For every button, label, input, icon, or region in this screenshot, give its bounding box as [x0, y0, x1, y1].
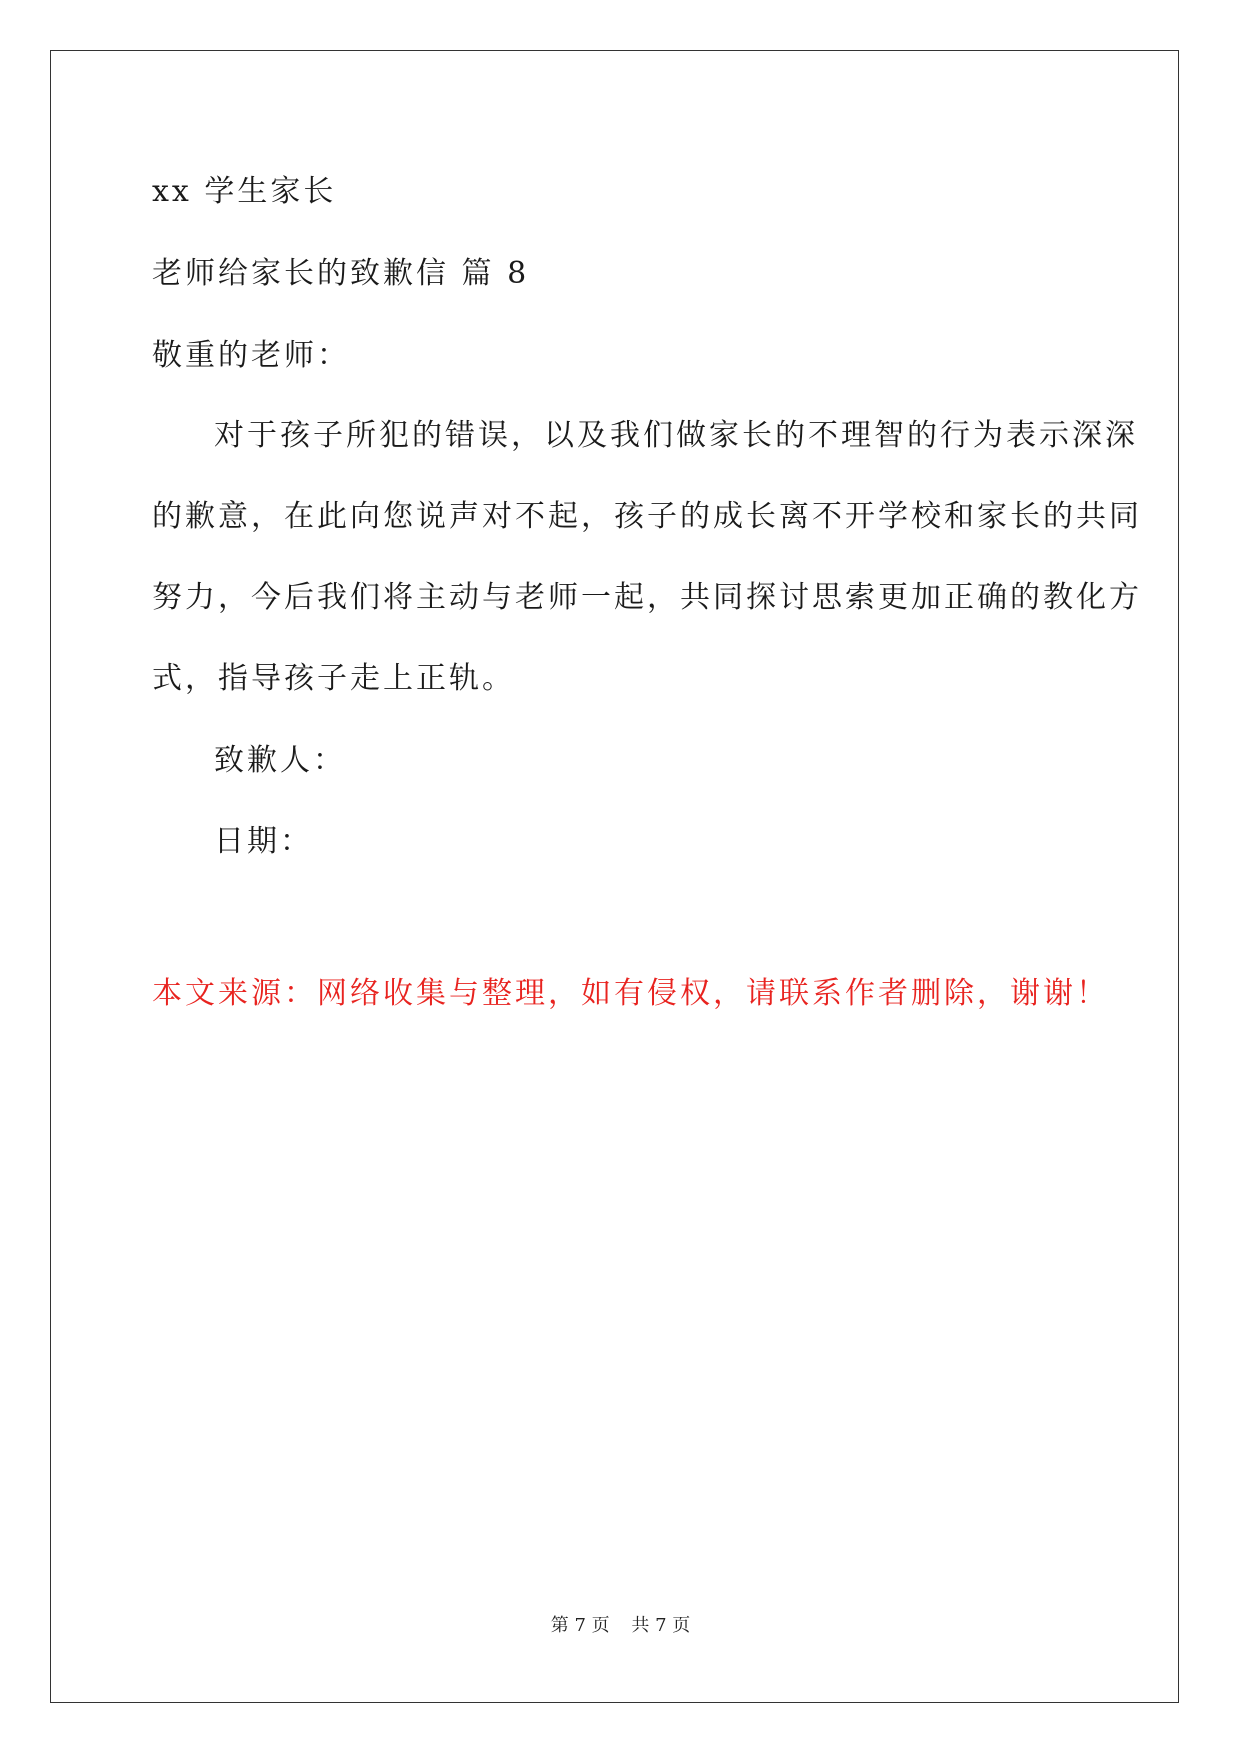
paragraph-line: 对于孩子所犯的错误，以及我们做家长的不理智的行为表示深深 [214, 418, 1138, 453]
paragraph-line: 努力，今后我们将主动与老师一起，共同探讨思索更加正确的教化方 [152, 580, 1142, 615]
page-frame [50, 50, 1179, 1703]
letter-title: 老师给家长的致歉信 篇 8 [152, 256, 530, 291]
page-footer [0, 1614, 1241, 1638]
salutation: 敬重的老师： [152, 338, 350, 373]
date-label: 日期： [214, 824, 313, 859]
source-note: 本文来源：网络收集与整理，如有侵权，请联系作者删除，谢谢！ [152, 976, 1109, 1011]
paragraph-line: 式，指导孩子走上正轨。 [152, 661, 515, 696]
apologizer-label: 致歉人： [214, 743, 346, 778]
page-number-current: 第 7 页 [550, 1615, 610, 1636]
paragraph-line: 的歉意，在此向您说声对不起，孩子的成长离不开学校和家长的共同 [152, 499, 1142, 534]
signature-line: xx 学生家长 [152, 174, 337, 209]
page-number-total: 共 7 页 [631, 1615, 691, 1636]
